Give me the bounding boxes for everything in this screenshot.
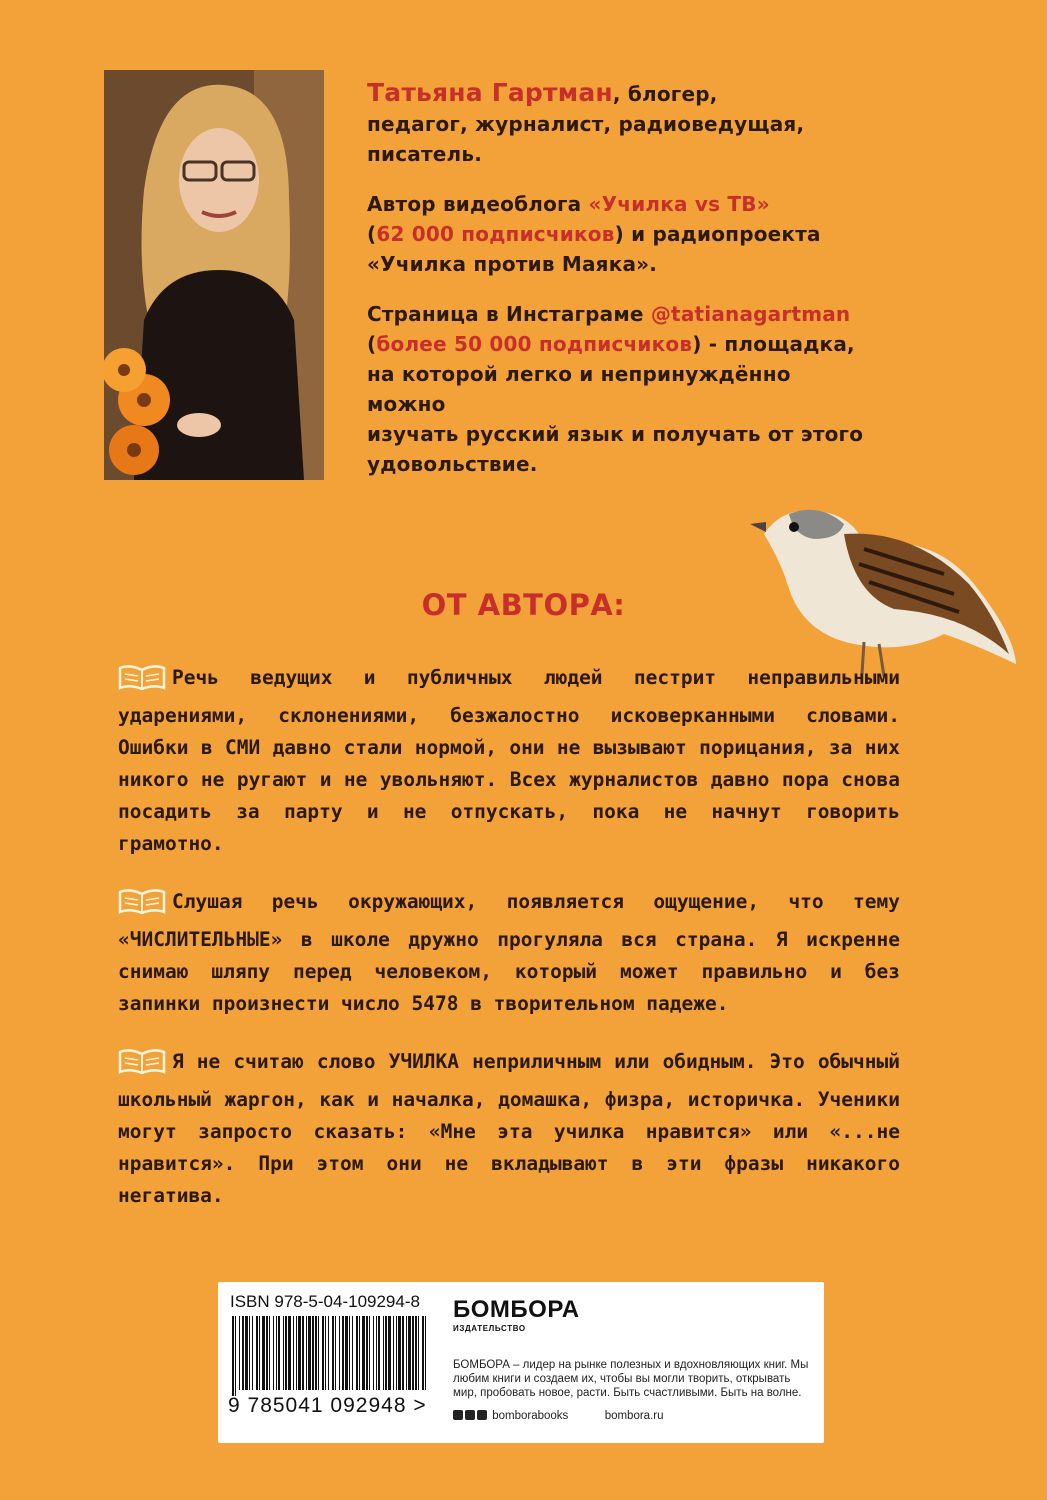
- barcode-bar: [249, 1316, 250, 1390]
- social-handle[interactable]: bomborabooks: [492, 1410, 569, 1422]
- barcode-bar: [308, 1316, 311, 1390]
- barcode-bar: [388, 1316, 391, 1390]
- youtube-icon: [477, 1410, 487, 1420]
- barcode-bar: [415, 1316, 417, 1390]
- author-bio: [367, 78, 867, 499]
- barcode-panel: [218, 1282, 824, 1443]
- barcode-bar: [278, 1316, 280, 1390]
- barcode-bar: [378, 1316, 380, 1390]
- bio-instagram: Страница в Инстаграме @tatianagartman (более 50 000 подписчиков) - площадка, на которой легко и непринуждённо можно изучать русский язык и получать от этого удовольствие.: [367, 302, 864, 476]
- barcode-bar: [373, 1316, 374, 1390]
- barcode-bar: [288, 1316, 291, 1390]
- barcode-bar: [349, 1316, 350, 1390]
- open-book-icon: [118, 664, 166, 700]
- barcode-bar: [232, 1316, 234, 1396]
- barcode-bar: [402, 1316, 404, 1390]
- author-photo: [104, 70, 324, 480]
- barcode-digits: 9 785041 092948 >: [228, 1394, 427, 1417]
- publisher-links: [453, 1410, 664, 1422]
- barcode-bar: [396, 1316, 397, 1390]
- blog-subscribers: 62 000 подписчиков: [376, 222, 615, 246]
- barcode-bar: [408, 1316, 411, 1390]
- instagram-subscribers: более 50 000 подписчиков: [376, 332, 693, 356]
- barcode-bar: [376, 1316, 377, 1390]
- open-book-icon: [118, 888, 166, 924]
- barcode-bar: [332, 1316, 334, 1390]
- barcode-bar: [345, 1316, 348, 1390]
- barcode-bar: [273, 1316, 274, 1390]
- barcode-bar: [259, 1316, 260, 1390]
- isbn-text: ISBN 978-5-04-109294-8: [230, 1292, 420, 1311]
- section-heading: ОТ АВТОРА:: [421, 588, 626, 622]
- barcode-bar: [285, 1316, 287, 1390]
- paragraph-3: Я не считаю слово УЧИЛКА неприличным или обидным. Это обычный школьный жаргон, как и началка, домашка, физра, историчка. Ученики могут запросто сказать: «Мне эта училка нравится» или «...не нравится». При этом они не вкладывают в эти фразы никакого негатива.: [118, 1050, 900, 1207]
- barcode-bar: [306, 1316, 307, 1390]
- bio-blog: Автор видеоблога «Училка vs ТВ» (62 000 подписчиков) и радиопроекта «Училка против Маяка».: [367, 192, 821, 276]
- barcode-bar: [383, 1316, 384, 1390]
- barcode-bar: [406, 1316, 407, 1390]
- open-book-icon: [118, 1048, 166, 1084]
- barcode-bar: [293, 1316, 294, 1390]
- barcode-bar: [239, 1316, 240, 1390]
- paragraph-2: Слушая речь окружающих, появляется ощущение, что тему «ЧИСЛИТЕЛЬНЫЕ» в школе дружно прогуляла вся страна. Я искренне снимаю шляпу перед человеком, который может правильно и без запинки произнести число 5478 в творительном падеже.: [118, 890, 900, 1015]
- barcode-bar: [366, 1316, 368, 1390]
- barcode-bar: [422, 1316, 424, 1390]
- barcode-bar: [283, 1316, 284, 1390]
- barcode-bar: [276, 1316, 277, 1390]
- barcode-bar: [352, 1316, 353, 1390]
- barcode-bar: [398, 1316, 401, 1390]
- author-text: [118, 662, 900, 1238]
- website-link[interactable]: bombora.ru: [604, 1410, 664, 1422]
- barcode-bar: [315, 1316, 317, 1390]
- barcode-bar: [362, 1316, 365, 1390]
- author-name: Татьяна Гартман: [367, 78, 613, 107]
- blog-name: «Училка vs ТВ»: [588, 192, 770, 216]
- publisher-logo: БОМБОРА: [453, 1296, 580, 1323]
- facebook-icon: [453, 1410, 463, 1420]
- paragraph-1: Речь ведущих и публичных людей пестрит неправильными ударениями, склонениями, безжалостно исковерканными словами. Ошибки в СМИ давно стали нормой, они не вызывают порицания, за них никого не ругают и не увольняют. Всех журналистов давно пора снова посадить за парту и не отпускать, пока не начнут говорить грамотно.: [118, 666, 900, 855]
- barcode-bar: [252, 1316, 253, 1390]
- barcode-bar: [266, 1316, 268, 1390]
- barcode-bar: [302, 1316, 304, 1390]
- publisher-subtitle: ИЗДАТЕЛЬСТВО: [453, 1324, 526, 1333]
- barcode-bar: [385, 1316, 387, 1390]
- barcode-bar: [339, 1316, 340, 1390]
- barcode-bar: [325, 1316, 326, 1390]
- barcode-bar: [335, 1316, 336, 1390]
- barcode: [230, 1316, 430, 1396]
- barcode-bar: [262, 1316, 265, 1390]
- vk-icon: [465, 1410, 475, 1420]
- barcode-bar: [269, 1316, 270, 1390]
- barcode-bar: [342, 1316, 344, 1390]
- barcode-bar: [425, 1316, 426, 1390]
- barcode-bar: [242, 1316, 244, 1390]
- barcode-bar: [328, 1316, 329, 1390]
- barcode-bar: [356, 1316, 358, 1390]
- bio-intro: Татьяна Гартман, блогер, педагог, журналист, радиоведущая, писатель.: [367, 78, 805, 166]
- barcode-bar: [418, 1316, 419, 1390]
- barcode-bar: [256, 1316, 258, 1390]
- publisher-description: БОМБОРА – лидер на рынке полезных и вдохновляющих книг. Мы любим книги и создаем их, чтобы вы могли творить, открывать мир, пробовать новое, расти. Быть счастливыми. Быть на волне.: [453, 1359, 809, 1399]
- barcode-bar: [359, 1316, 360, 1390]
- barcode-bar: [235, 1316, 236, 1396]
- barcode-bar: [298, 1316, 301, 1390]
- barcode-bar: [318, 1316, 319, 1390]
- barcode-bar: [296, 1316, 297, 1390]
- barcode-bar: [412, 1316, 414, 1390]
- barcode-bar: [322, 1316, 324, 1390]
- barcode-bar: [312, 1316, 314, 1390]
- barcode-bar: [393, 1316, 394, 1390]
- barcode-bar: [245, 1316, 248, 1390]
- barcode-bar: [369, 1316, 370, 1390]
- instagram-handle: @tatianagartman: [650, 302, 851, 326]
